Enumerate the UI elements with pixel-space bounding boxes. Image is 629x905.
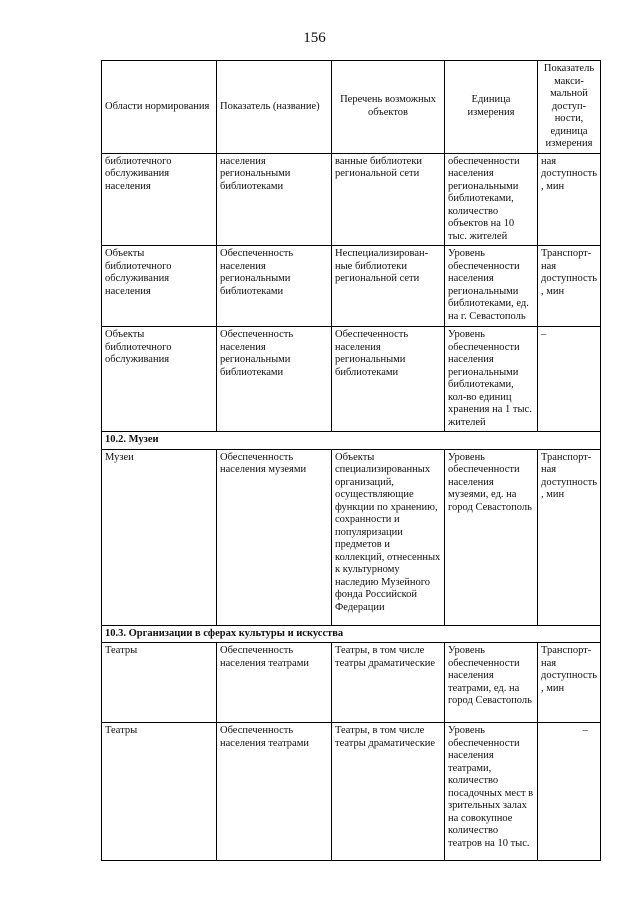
table-cell: Обеспеченность населения театрами	[217, 723, 332, 861]
table-cell: Объекты библиотечного обслуживания	[102, 327, 217, 432]
column-header: Единица измерения	[445, 61, 538, 154]
section-row	[102, 432, 601, 450]
table-row	[102, 643, 601, 723]
table-cell: Неспециализирован-ные библиотеки региональной сети	[332, 246, 445, 327]
table-cell: Обеспеченность населения региональными библиотеками	[217, 327, 332, 432]
table-cell: обеспеченности населения региональными библиотеками, количество объектов на 10 тыс. жителей	[445, 153, 538, 246]
table-cell: Транспорт-ная доступность, мин	[538, 246, 601, 327]
table-cell: Театры, в том числе театры драматические	[332, 643, 445, 723]
table-cell: библиотечного обслуживания населения	[102, 153, 217, 246]
page-number: 156	[303, 30, 326, 46]
table-row	[102, 327, 601, 432]
table-cell: Уровень обеспеченности населения региональными библиотеками, кол-во единиц хранения на 1 тыс. жителей	[445, 327, 538, 432]
table-cell: Транспорт-ная доступность, мин	[538, 643, 601, 723]
table-cell: Театры, в том числе театры драматические	[332, 723, 445, 861]
table-cell: –	[538, 723, 601, 861]
column-header: Показатель макси-мальной доступ-ности, единица измерения	[538, 61, 601, 154]
table-cell: ванные библиотеки региональной сети	[332, 153, 445, 246]
section-title: 10.3. Организации в сферах культуры и искусства	[102, 625, 601, 643]
table-cell: Музеи	[102, 449, 217, 625]
table-cell: населения региональными библиотеками	[217, 153, 332, 246]
norm-table	[101, 60, 601, 861]
column-header: Показатель (название)	[217, 61, 332, 154]
table-cell: Объекты специализированных организаций, осуществляющие функции по хранению, сохранности и популяризации предметов и коллекций, отнесенных к культурному наследию Музейного фонда Российской Федерации	[332, 449, 445, 625]
table-cell: Обеспеченность населения театрами	[217, 643, 332, 723]
table-header-row	[102, 61, 601, 154]
table-cell: Театры	[102, 643, 217, 723]
table-cell: Уровень обеспеченности населения музеями, ед. на город Севастополь	[445, 449, 538, 625]
table-cell: –	[538, 327, 601, 432]
table-cell: Объекты библиотечного обслуживания населения	[102, 246, 217, 327]
table-cell: Обеспеченность населения музеями	[217, 449, 332, 625]
table-cell: Театры	[102, 723, 217, 861]
table-cell: Обеспеченность населения региональными библиотеками	[332, 327, 445, 432]
table-cell: Уровень обеспеченности населения региональными библиотеками, ед. на г. Севастополь	[445, 246, 538, 327]
table-cell: Обеспеченность населения региональными библиотеками	[217, 246, 332, 327]
table-row	[102, 449, 601, 625]
section-row	[102, 625, 601, 643]
table-cell: Уровень обеспеченности населения театрами, количество посадочных мест в зрительных залах на совокупное количество театров на 10 тыс.	[445, 723, 538, 861]
column-header: Перечень возможных объектов	[332, 61, 445, 154]
table-row	[102, 246, 601, 327]
section-title: 10.2. Музеи	[102, 432, 601, 450]
column-header: Области нормирования	[102, 61, 217, 154]
table-cell: Транспорт-ная доступность, мин	[538, 449, 601, 625]
table-cell: Уровень обеспеченности населения театрами, ед. на город Севастополь	[445, 643, 538, 723]
table-cell: ная доступность, мин	[538, 153, 601, 246]
table-row	[102, 723, 601, 861]
table-row	[102, 153, 601, 246]
